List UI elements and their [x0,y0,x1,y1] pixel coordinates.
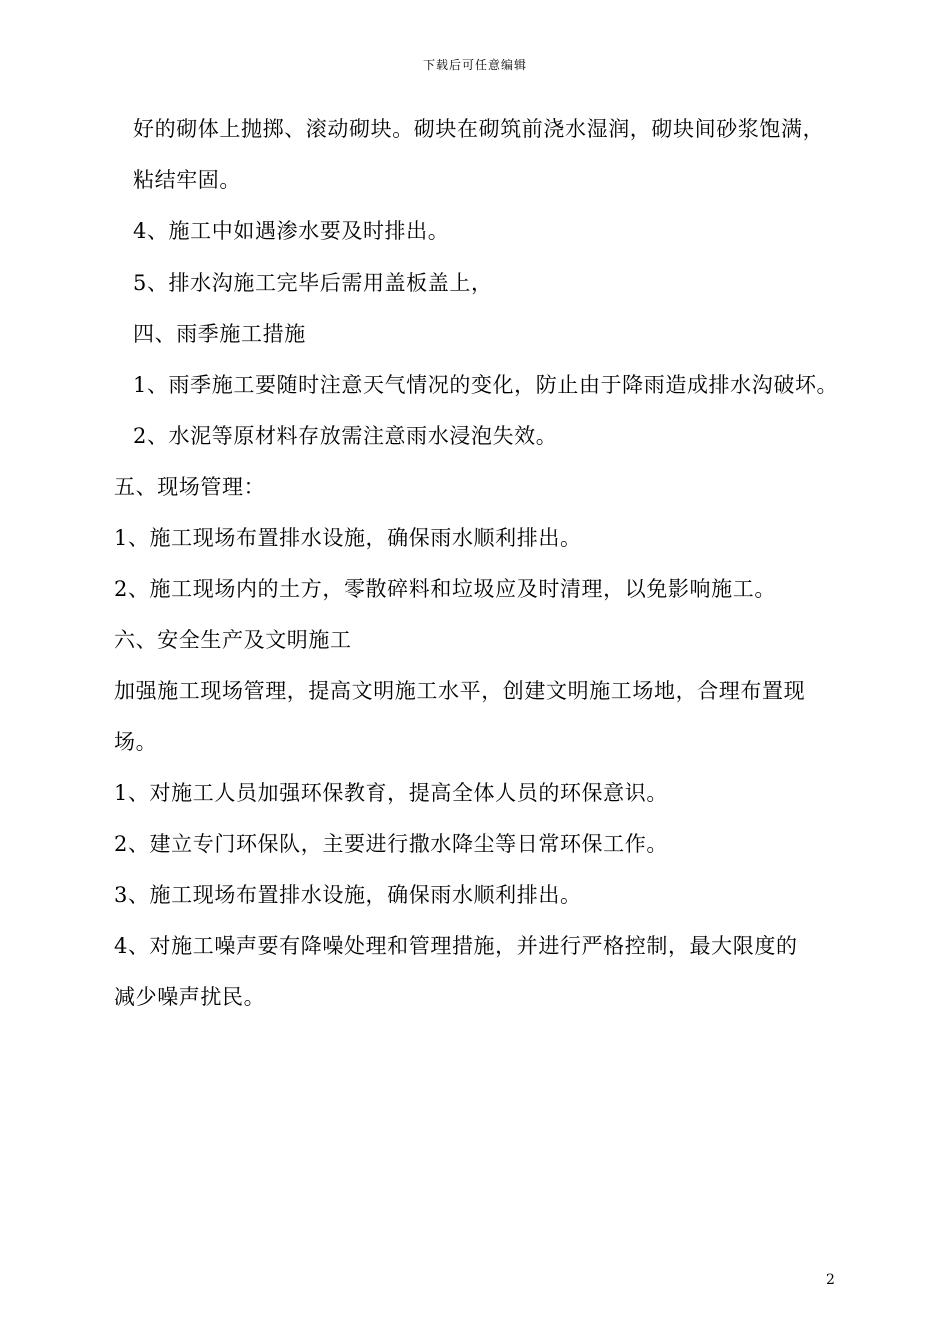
body-line: 4、施工中如遇渗水要及时排出。 [133,219,450,243]
body-line: 3、施工现场布置排水设施，确保雨水顺利排出。 [114,883,582,907]
body-line: 场。 [114,730,158,754]
body-line: 2、施工现场内的土方，零散碎料和垃圾应及时清理，以免影响施工。 [114,577,776,601]
body-line: 1、雨季施工要随时注意天气情况的变化，防止由于降雨造成排水沟破坏。 [133,373,839,397]
body-line: 2、水泥等原材料存放需注意雨水浸泡失效。 [133,424,558,448]
section-heading: 六、安全生产及文明施工 [114,628,352,652]
page-header: 下载后可任意编辑 [422,58,527,72]
body-line: 4、对施工噪声要有降噪处理和管理措施，并进行严格控制，最大限度的 [114,934,798,958]
section-heading: 四、雨季施工措施 [133,322,306,346]
body-line: 加强施工现场管理，提高文明施工水平，创建文明施工场地，合理布置现 [114,679,806,703]
section-heading: 五、现场管理： [114,475,266,499]
body-line: 粘结牢固。 [133,168,241,192]
page-number: 2 [826,1272,835,1288]
body-line: 2、建立专门环保队，主要进行撒水降尘等日常环保工作。 [114,832,668,856]
body-line: 好的砌体上抛掷、滚动砌块。砌块在砌筑前浇水湿润，砌块间砂浆饱满， [133,117,825,141]
body-line: 5、排水沟施工完毕后需用盖板盖上， [133,271,493,295]
body-line: 减少噪声扰民。 [114,985,266,1009]
body-line: 1、对施工人员加强环保教育，提高全体人员的环保意识。 [114,781,668,805]
body-line: 1、施工现场布置排水设施，确保雨水顺利排出。 [114,526,582,550]
